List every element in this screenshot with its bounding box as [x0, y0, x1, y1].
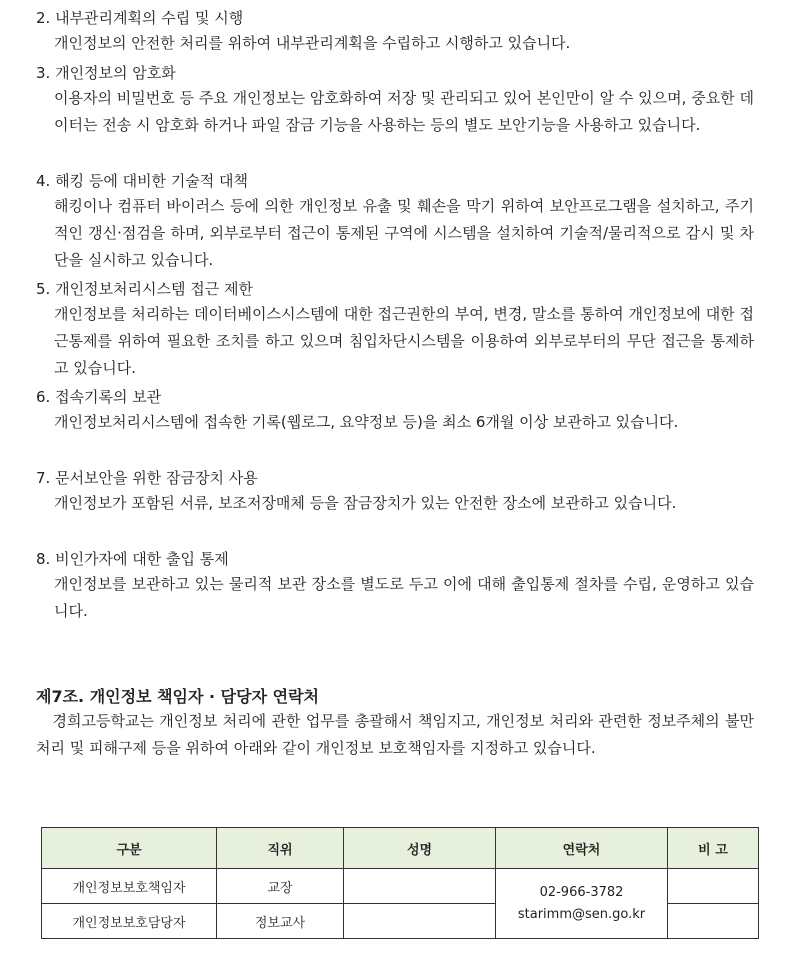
- header-note: 비 고: [668, 828, 759, 869]
- item-body-access-log: 개인정보처리시스템에 접속한 기록(웹로그, 요약정보 등)을 최소 6개월 이상 보관하고 있습니다.: [54, 413, 679, 431]
- item-title-document-lock: 7. 문서보안을 위한 잠금장치 사용: [36, 469, 258, 487]
- contact-phone: 02-966-3782: [539, 884, 624, 900]
- header-contact: 연락처: [496, 828, 668, 869]
- contact-email: starimm@sen.go.kr: [517, 906, 646, 922]
- cell-note: [668, 869, 759, 904]
- section-title: 제7조. 개인정보 책임자 · 담당자 연락처: [36, 687, 319, 706]
- header-category: 구분: [42, 828, 217, 869]
- item-title-internal-plan: 2. 내부관리계획의 수립 및 시행: [36, 9, 244, 27]
- item-body-entry-control: 개인정보를 보관하고 있는 물리적 보관 장소를 별도로 두고 이에 대해 출입통제 절차를 수립, 운영하고 있습니다.: [54, 575, 754, 620]
- table-row: [42, 869, 759, 904]
- item-body-hacking-measures: 해킹이나 컴퓨터 바이러스 등에 의한 개인정보 유출 및 훼손을 막기 위하여 보안프로그램을 설치하고, 주기적인 갱신·점검을 하며, 외부로부터 접근이 통제된 구역에 시스템을 설치하여 기술적/물리적으로 감시 및 차단을 실시하고 있습니다.: [54, 197, 754, 269]
- item-title-access-log: 6. 접속기록의 보관: [36, 388, 162, 406]
- cell-position: 교장: [217, 869, 344, 904]
- section-body: 경희고등학교는 개인정보 처리에 관한 업무를 총괄해서 책임지고, 개인정보 처리와 관련한 정보주체의 불만처리 및 피해구제 등을 위하여 아래와 같이 개인정보 보호책임자를 지정하고 있습니다.: [36, 712, 754, 757]
- item-body-encryption: 이용자의 비밀번호 등 주요 개인정보는 암호화하여 저장 및 관리되고 있어 본인만이 알 수 있으며, 중요한 데이터는 전송 시 암호화 하거나 파일 잠금 기능을 사용하는 등의 별도 보안기능을 사용하고 있습니다.: [54, 89, 754, 134]
- item-body-access-restriction: 개인정보를 처리하는 데이터베이스시스템에 대한 접근권한의 부여, 변경, 말소를 통하여 개인정보에 대한 접근통제를 위하여 필요한 조치를 하고 있으며 침입차단시스템을 이용하여 외부로부터의 무단 접근을 통제하고 있습니다.: [54, 305, 754, 377]
- contact-table: [41, 827, 759, 939]
- header-name: 성명: [344, 828, 496, 869]
- cell-name: [344, 869, 496, 904]
- item-body-document-lock: 개인정보가 포함된 서류, 보조저장매체 등을 잠금장치가 있는 안전한 장소에 보관하고 있습니다.: [54, 494, 677, 512]
- item-title-entry-control: 8. 비인가자에 대한 출입 통제: [36, 550, 229, 568]
- cell-position: 정보교사: [217, 904, 344, 939]
- item-title-hacking-measures: 4. 해킹 등에 대비한 기술적 대책: [36, 172, 249, 190]
- cell-category: 개인정보보호책임자: [42, 869, 217, 904]
- cell-note: [668, 904, 759, 939]
- cell-category: 개인정보보호담당자: [42, 904, 217, 939]
- cell-name: [344, 904, 496, 939]
- item-title-encryption: 3. 개인정보의 암호화: [36, 64, 176, 82]
- header-position: 직위: [217, 828, 344, 869]
- item-title-access-restriction: 5. 개인정보처리시스템 접근 제한: [36, 280, 253, 298]
- item-body-internal-plan: 개인정보의 안전한 처리를 위하여 내부관리계획을 수립하고 시행하고 있습니다.: [54, 34, 571, 52]
- cell-contact: [496, 869, 668, 939]
- table-header-row: [42, 828, 759, 869]
